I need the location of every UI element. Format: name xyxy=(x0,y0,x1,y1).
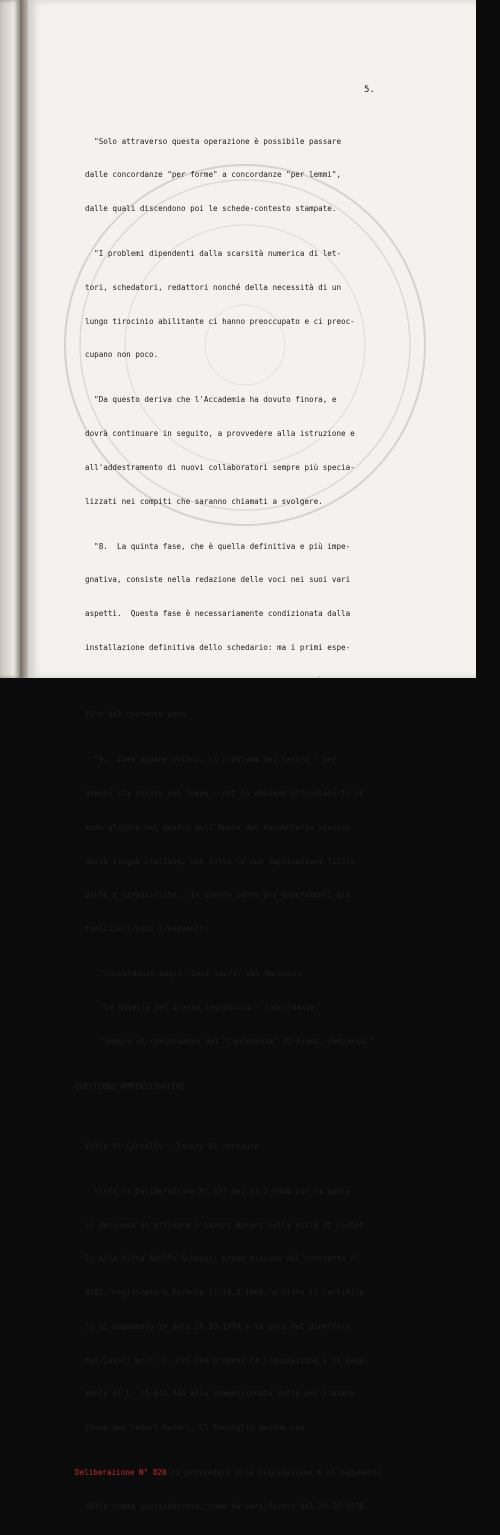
text-line: dovrà continuare in seguito, a provvedere alla istruzione e xyxy=(85,429,355,438)
body-text xyxy=(75,113,430,1535)
text-line: "Solo attraverso questa operazione è possibile passare xyxy=(85,136,342,146)
deliberation-text: di provvedere alla liquidazione e al pagamento xyxy=(166,1468,382,1477)
text-line: aspetti. Questa fase è necessariamente condizionata dalla xyxy=(85,609,351,618)
text-line: dei lavori arch. C. Fei che propone la liquidazione e il paga- xyxy=(85,1355,369,1365)
text-line: cupano non poco. xyxy=(85,350,159,360)
text-line: Vista la Deliberazione N° 437 del 13.2.1968 con la quale xyxy=(85,1186,351,1196)
text-line: "9. Come appare chiaro, il problema del Tesoro - per xyxy=(85,755,337,765)
deliberation-number: Deliberazione N° 820 xyxy=(75,1468,167,1477)
text-line: della lingua italiana, con tutte le sue implicazioni filolo- xyxy=(85,856,360,866)
background-right xyxy=(476,0,500,698)
list-item: "Le Novelle del Grasso legnaiuolo - concordanze; xyxy=(100,1002,320,1012)
text-line: dalle quali discendono poi le schede-contesto stampate. xyxy=(85,204,337,213)
text-line: della somma sopraindicata, come da certificato del 30.10.1970, xyxy=(85,1501,369,1511)
deliberation-line xyxy=(75,1467,430,1478)
text-line: zione dei lavori murari, il Consiglio decide con xyxy=(85,1423,305,1432)
text-line: lungo tirocinio abilitante ci hanno preoccupato e ci preoc- xyxy=(85,316,355,326)
page-number: 5. xyxy=(364,85,375,95)
text-line: mento di L. 29.442.740 alla summenzionata ditta per l'esecu- xyxy=(85,1389,360,1399)
book-gutter xyxy=(20,0,28,678)
text-line: si decideva di affidare i lavori murari nella villa di Castel- xyxy=(85,1220,369,1230)
text-line: "8. La quinta fase, che è quella definitiva e più impe- xyxy=(85,541,351,551)
text-line: to di pagamento in data 30.10.1970 e la nota del direttore xyxy=(85,1321,351,1331)
list-item: "Saggio di concordanze del "Canzoniere" di Franc. Petrarca." xyxy=(100,1036,375,1046)
section-heading: QUESTIONI AMMINISTRATIVE xyxy=(75,1081,185,1091)
list-item: "Concordanze degli "Inni sacri" del Manzoni; xyxy=(100,969,302,978)
text-line: lo alla ditta Adolfo Scheggi; presa visione del contratto n° xyxy=(85,1254,360,1264)
text-line: "Da questo deriva che l'Accademia ha dovuto finora, e xyxy=(85,395,337,405)
text-line: all'addestramento di nuovi collaboratori sempre più specia- xyxy=(85,462,355,472)
background-bottom xyxy=(0,678,500,698)
document-page xyxy=(28,0,476,1511)
text-line: 4182, registrato a Firenze il 19.2.1968, e visto il certifica- xyxy=(85,1288,369,1297)
section-subheading: Villa di Castello - lavori di restauro. xyxy=(85,1141,264,1151)
text-line: dalle concordanze "per forme" a concordanze "per lemmi", xyxy=(85,170,342,180)
text-line: "I problemi dipendenti dalla scarsità numerica di let- xyxy=(85,249,342,258)
text-line: giche e linguistiche. In questo senso gli esperimenti già xyxy=(85,890,351,900)
text-line: installazione definitiva dello schedario: ma i primi espe- xyxy=(85,642,351,652)
text-line: quanto sia chiuso nel tempo - noi lo abbiamo affrontato in un xyxy=(85,789,364,798)
text-line: fine del corrente anno. xyxy=(85,710,191,720)
text-line: lizzati nei compiti che saranno chiamati a svolgere. xyxy=(85,496,323,506)
left-page-edge xyxy=(0,0,20,678)
text-line: gnativa, consiste nella redazione delle voci nei suoi vari xyxy=(85,575,351,585)
text-line: tori, schedatori, redattori nonché della necessità di un xyxy=(85,282,342,292)
text-line: realizzati sono i seguenti: xyxy=(85,924,209,933)
text-line: modo globale nel quadro dell'Opera del Vocabolario storico xyxy=(85,822,351,832)
